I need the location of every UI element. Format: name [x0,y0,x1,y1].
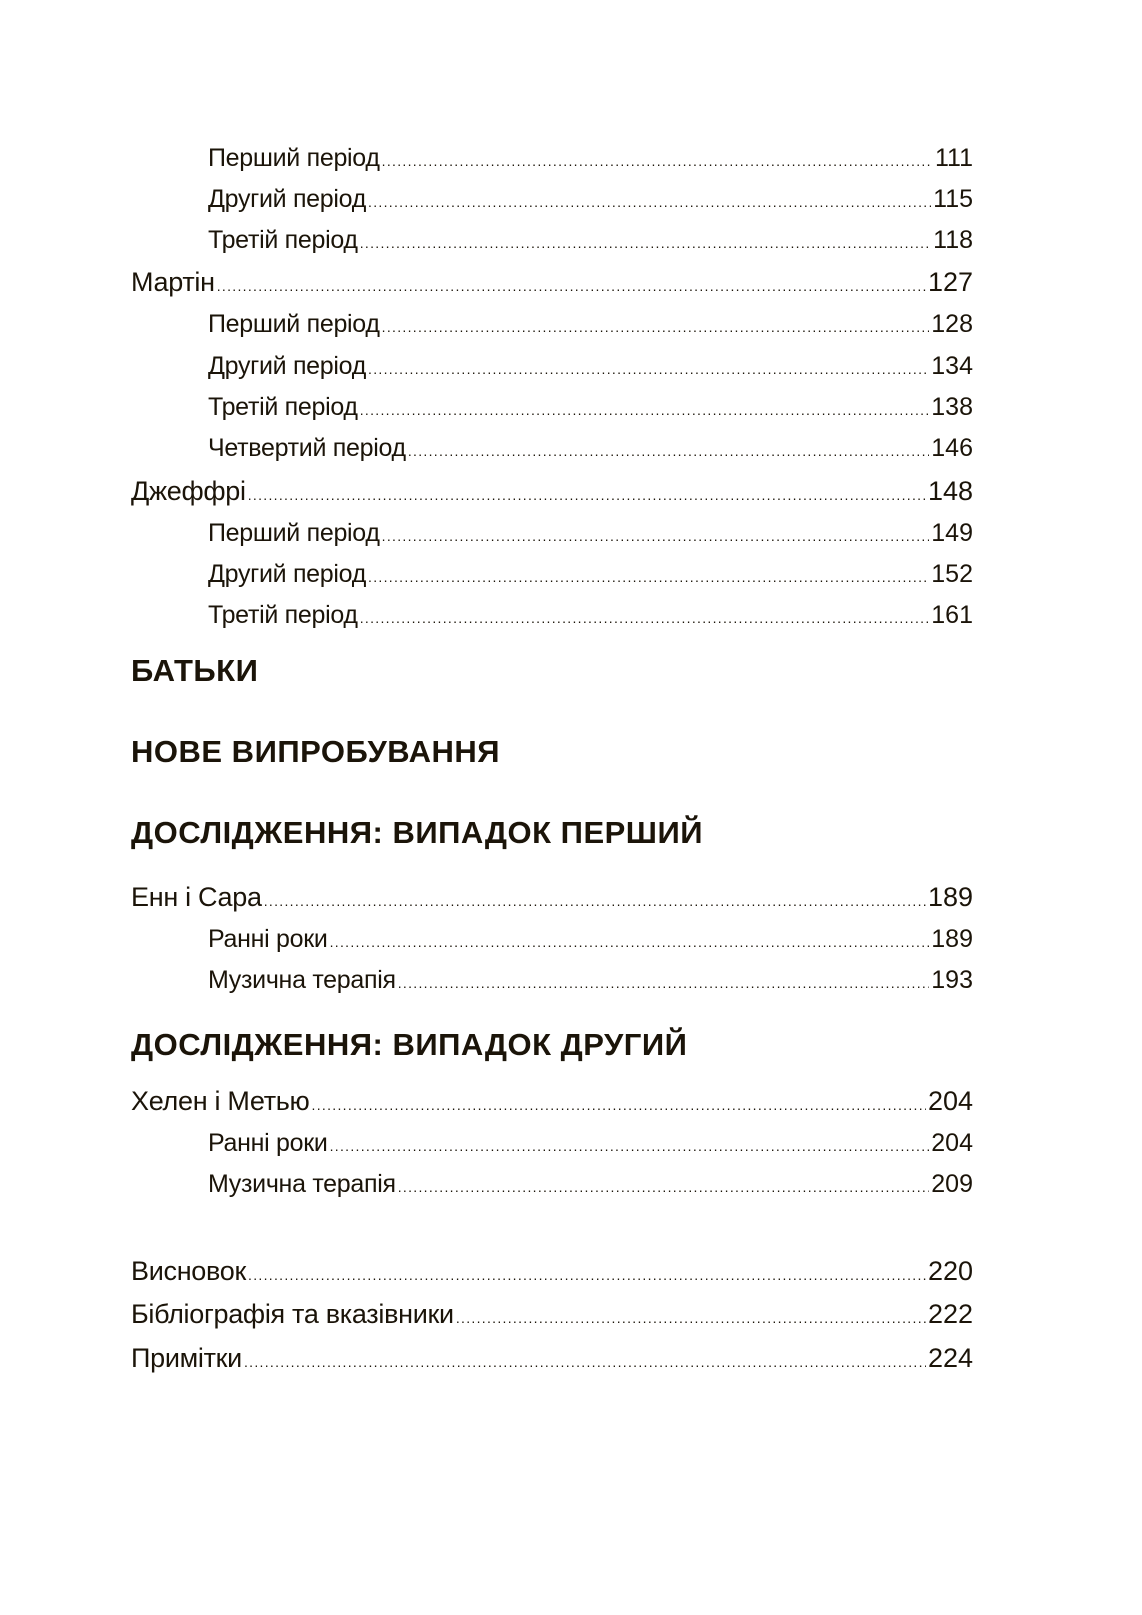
entry-page: 224 [927,1343,973,1373]
toc-entry[interactable] [208,559,973,592]
entry-label: Джеффрі [131,476,246,506]
section-heading-parents[interactable]: БАТЬКИ [131,653,259,688]
entry-page: 152 [931,560,973,588]
dot-leader [330,1131,930,1161]
dot-leader [248,480,926,510]
dot-leader [360,603,930,633]
dot-leader [248,1260,926,1290]
dot-leader [382,146,933,176]
entry-label: Другий період [208,185,366,213]
entry-label: Перший період [208,144,380,172]
dot-leader [408,436,929,466]
dot-leader [456,1303,926,1333]
entry-page: 193 [931,966,973,994]
dot-leader [368,187,931,217]
entry-page: 128 [931,310,973,338]
entry-page: 134 [931,352,973,380]
toc-entry[interactable] [131,267,973,301]
entry-page: 118 [933,226,973,254]
dot-leader [382,312,930,342]
entry-label: Третій період [208,226,358,254]
toc-entry[interactable] [208,965,973,998]
entry-page: 189 [931,925,973,953]
entry-label: Ранні роки [208,925,328,953]
dot-leader [217,271,926,301]
toc-entry[interactable] [208,143,973,176]
dot-leader [368,562,929,592]
entry-label: Ранні роки [208,1129,328,1157]
section-heading-new-trial[interactable]: НОВЕ ВИПРОБУВАННЯ [131,734,501,769]
toc-entry[interactable] [208,518,973,551]
dot-leader [264,886,926,916]
dot-leader [360,395,930,425]
toc-entry[interactable] [208,924,973,957]
entry-page: 138 [931,393,973,421]
toc-entry[interactable] [131,1256,973,1290]
toc-entry[interactable] [208,433,973,466]
entry-label: Перший період [208,519,380,547]
toc-entry[interactable] [131,882,973,916]
entry-label: Четвертий період [208,434,406,462]
entry-page: 204 [927,1086,973,1116]
toc-entry[interactable] [208,1169,973,1202]
toc-entry[interactable] [208,309,973,342]
entry-label: Висновок [131,1256,246,1286]
dot-leader [382,521,930,551]
section-heading-case-one[interactable]: ДОСЛІДЖЕННЯ: ВИПАДОК ПЕРШИЙ [131,815,704,850]
dot-leader [398,968,930,998]
toc-entry[interactable] [131,1343,973,1377]
entry-page: 209 [931,1170,973,1198]
entry-page: 161 [931,601,973,629]
section-heading-case-two[interactable]: ДОСЛІДЖЕННЯ: ВИПАДОК ДРУГИЙ [131,1027,688,1062]
entry-page: 204 [931,1129,973,1157]
toc-entry[interactable] [208,1128,973,1161]
entry-page: 148 [927,476,973,506]
entry-page: 115 [933,185,973,213]
toc-entry[interactable] [208,392,973,425]
entry-label: Перший період [208,310,380,338]
entry-label: Мартін [131,267,215,297]
toc-entry[interactable] [131,1299,973,1333]
dot-leader [244,1347,926,1377]
toc-entry[interactable] [208,225,973,258]
toc-entry[interactable] [131,476,973,510]
dot-leader [398,1172,930,1202]
dot-leader [330,927,930,957]
entry-label: Другий період [208,352,366,380]
entry-page: 222 [927,1299,973,1329]
entry-label: Третій період [208,393,358,421]
entry-page: 111 [934,144,973,172]
entry-page: 189 [927,882,973,912]
entry-label: Хелен і Метью [131,1086,310,1116]
dot-leader [360,228,931,258]
toc-entry[interactable] [208,351,973,384]
entry-label: Бібліографія та вказівники [131,1299,454,1329]
toc-entry[interactable] [131,1086,973,1120]
entry-label: Музична терапія [208,966,396,994]
entry-page: 146 [931,434,973,462]
entry-page: 127 [927,267,973,297]
toc-entry[interactable] [208,600,973,633]
entry-label: Енн і Сара [131,882,262,912]
dot-leader [368,354,929,384]
dot-leader [312,1090,926,1120]
entry-label: Другий період [208,560,366,588]
entry-label: Третій період [208,601,358,629]
entry-page: 149 [931,519,973,547]
entry-label: Музична терапія [208,1170,396,1198]
toc-entry[interactable] [208,184,973,217]
entry-page: 220 [927,1256,973,1286]
entry-label: Примітки [131,1343,242,1373]
